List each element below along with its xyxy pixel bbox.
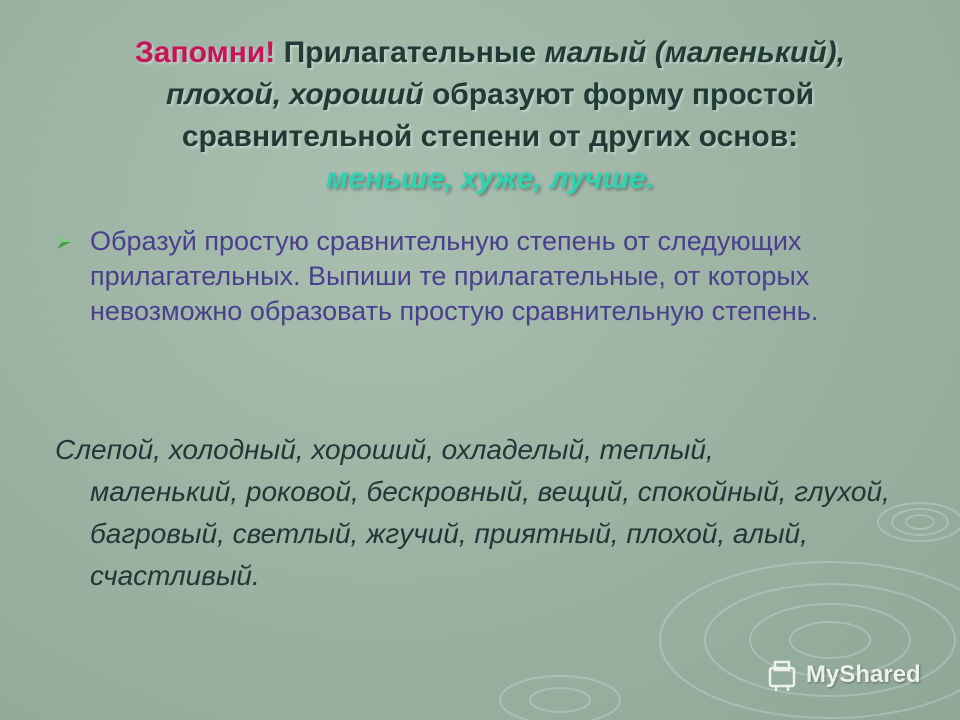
- myshared-watermark: [766, 656, 921, 694]
- arrow-bullet-icon: [55, 233, 73, 251]
- adjective-list: [55, 429, 915, 597]
- adjective-list-rest: маленький, роковой, бескровный, вещий, спокойный, глухой, багровый, светлый, жгучий, приятный, плохой, алый, счастливый.: [90, 476, 890, 591]
- slide-title: [60, 32, 920, 200]
- remember-label: Запомни!: [135, 36, 276, 69]
- title-text-part3: образуют форму простой сравнительной степени от других основ:: [181, 78, 815, 153]
- title-adjectives: плохой, хороший: [165, 78, 424, 111]
- comparative-forms: меньше, хуже, лучше.: [325, 162, 655, 195]
- task-block: [55, 224, 905, 329]
- myshared-logo-icon: [766, 658, 800, 692]
- title-text-part1: Прилагательные: [275, 36, 545, 69]
- watermark-text: MyShared: [806, 661, 921, 688]
- title-adjective-maly: малый (маленький),: [544, 36, 845, 69]
- task-text: Образуй простую сравнительную степень от следующих прилагательных. Выпиши те прилагательные, от которых невозможно образовать простую сравнительную степень.: [90, 226, 819, 326]
- adjective-list-first-line: Слепой, холодный, хороший, охладелый, теплый,: [55, 434, 714, 465]
